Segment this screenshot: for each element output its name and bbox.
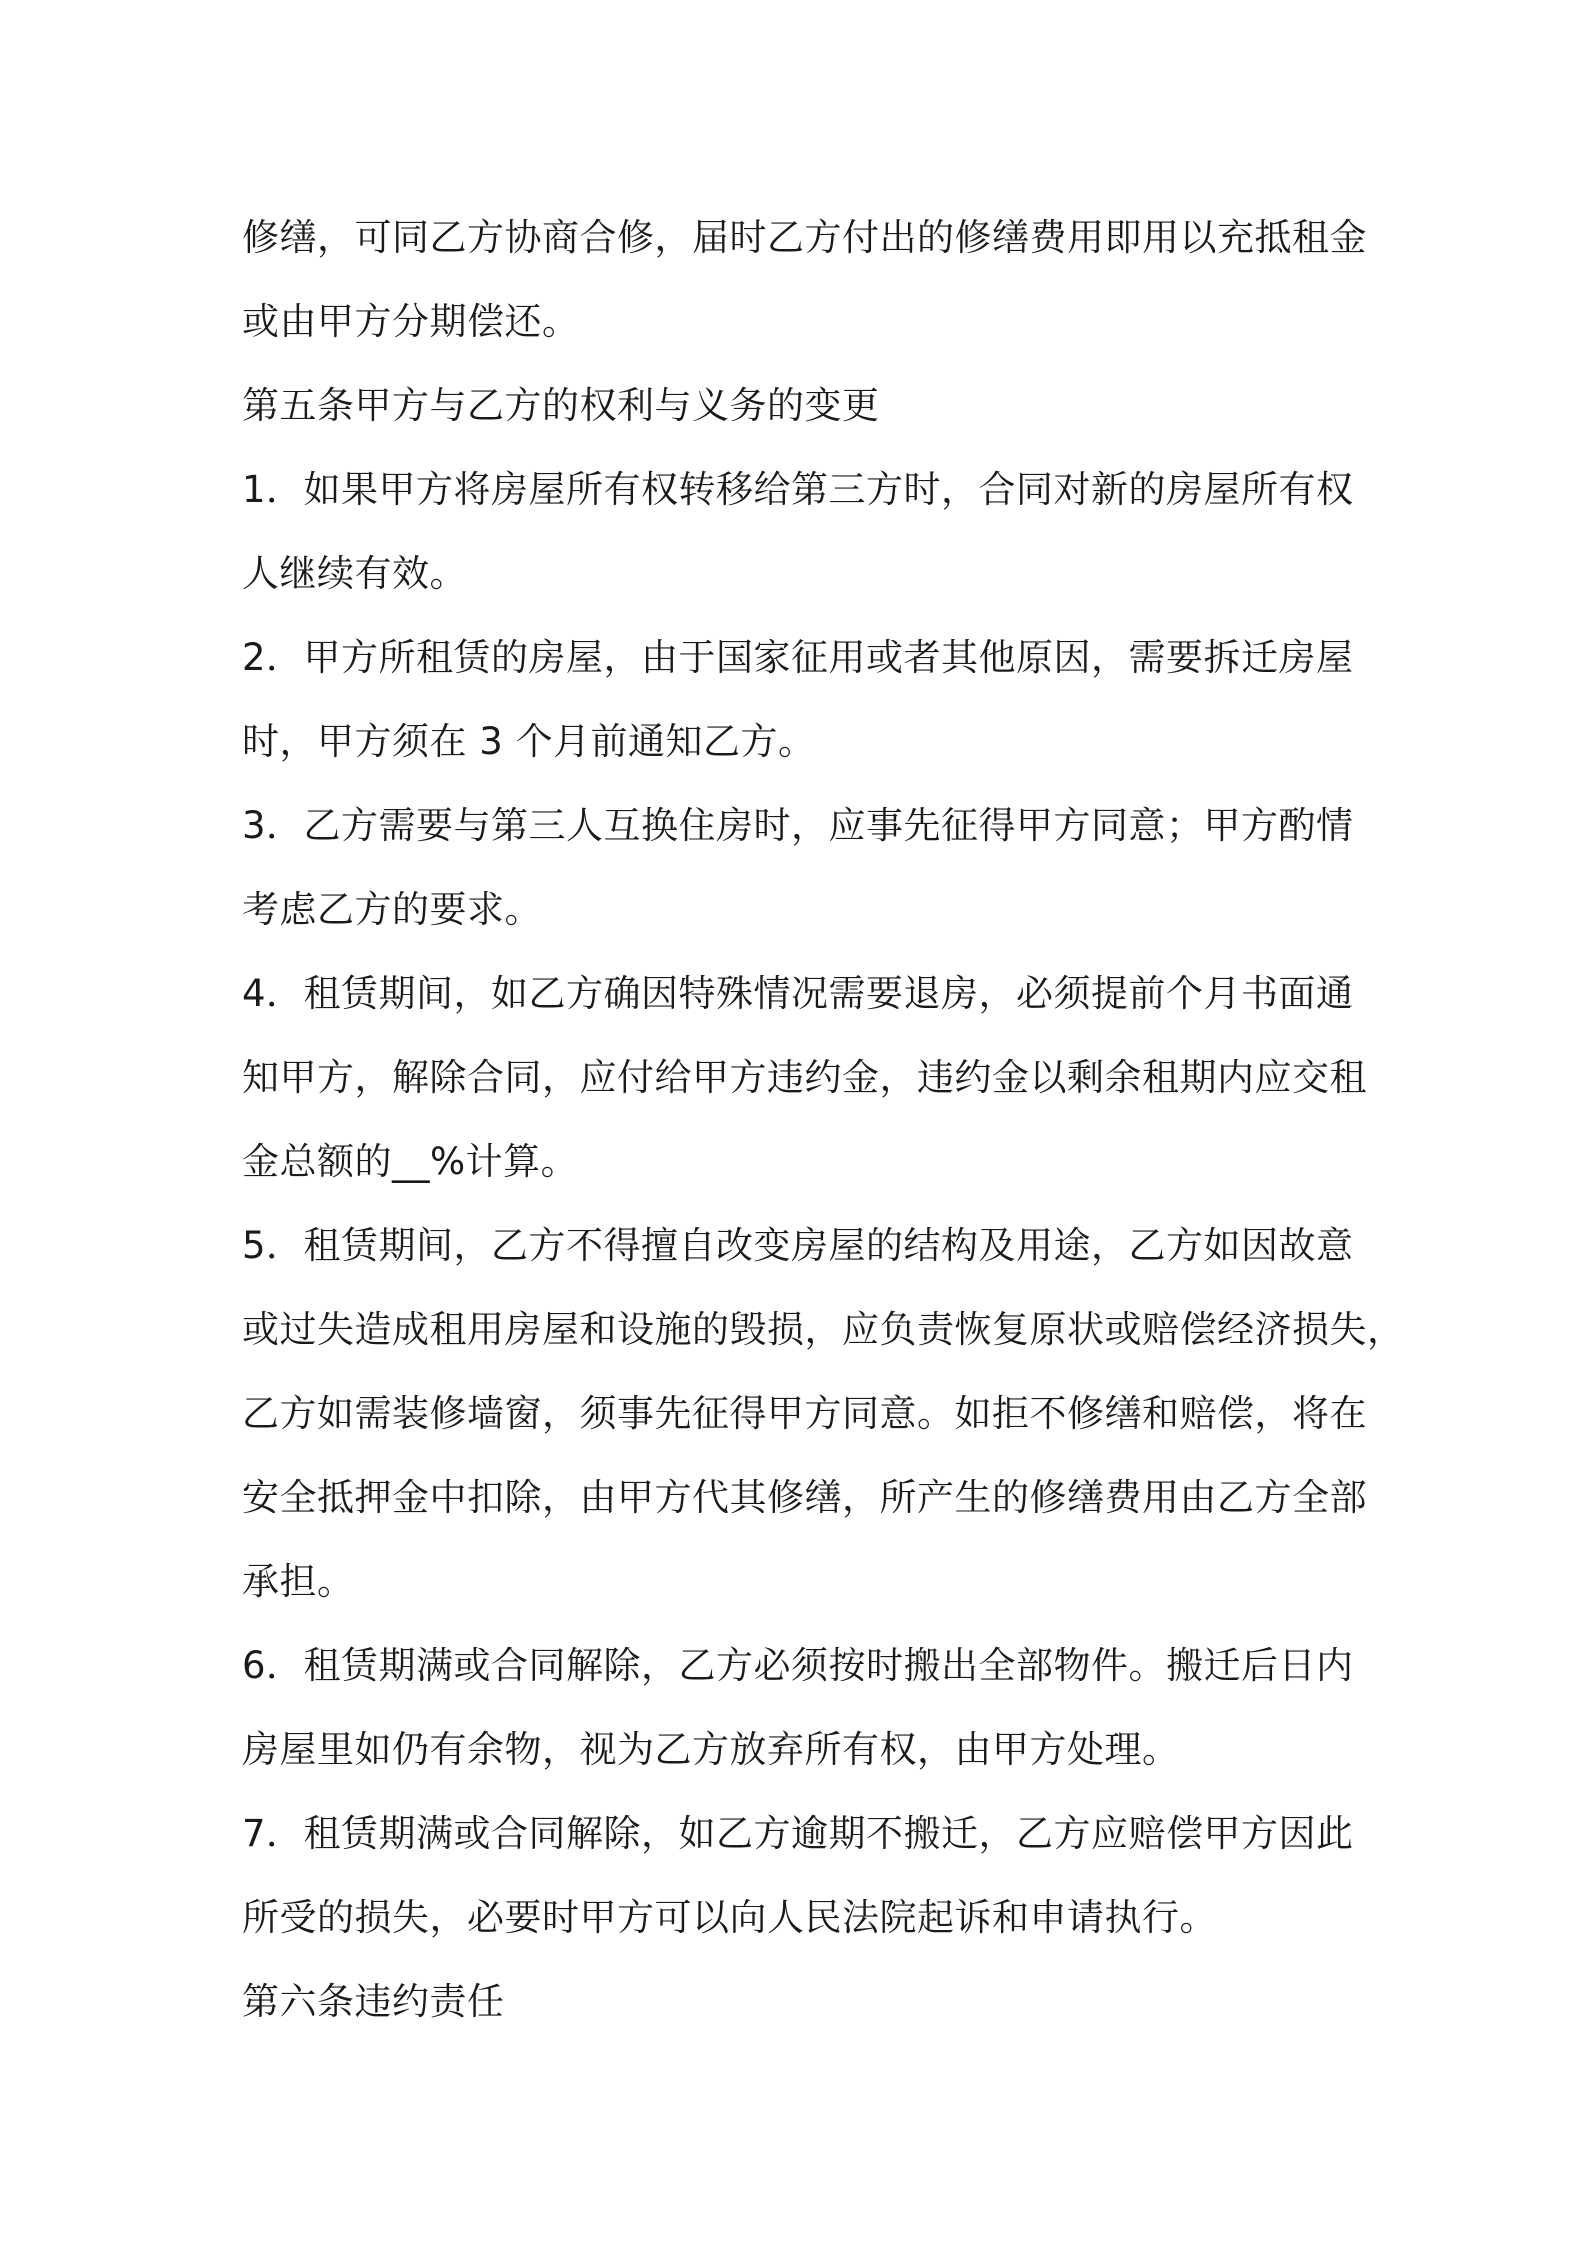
text-line: 人继续有效。 — [242, 552, 467, 595]
text-line: 时，甲方须在 3 个月前通知乙方。 — [242, 720, 816, 763]
text-line: 5．租赁期间，乙方不得擅自改变房屋的结构及用途，乙方如因故意 — [242, 1224, 1354, 1267]
text-line: 考虑乙方的要求。 — [242, 888, 542, 931]
text-line: 修缮，可同乙方协商合修，届时乙方付出的修缮费用即用以充抵租金 — [242, 216, 1367, 259]
text-line: 1．如果甲方将房屋所有权转移给第三方时，合同对新的房屋所有权 — [242, 468, 1354, 511]
text-line: 7．租赁期满或合同解除，如乙方逾期不搬迁，乙方应赔偿甲方因此 — [242, 1812, 1354, 1855]
text-line: 2．甲方所租赁的房屋，由于国家征用或者其他原因，需要拆迁房屋 — [242, 636, 1354, 679]
text-line: 6．租赁期满或合同解除，乙方必须按时搬出全部物件。搬迁后日内 — [242, 1644, 1354, 1687]
text-line: 房屋里如仍有余物，视为乙方放弃所有权，由甲方处理。 — [242, 1728, 1180, 1771]
text-line: 安全抵押金中扣除，由甲方代其修缮，所产生的修缮费用由乙方全部 — [242, 1476, 1367, 1519]
text-line: 4．租赁期间，如乙方确因特殊情况需要退房，必须提前个月书面通 — [242, 972, 1354, 1015]
section-heading: 第五条甲方与乙方的权利与义务的变更 — [242, 384, 880, 427]
text-line: 所受的损失，必要时甲方可以向人民法院起诉和申请执行。 — [242, 1896, 1217, 1939]
text-line: 乙方如需装修墙窗，须事先征得甲方同意。如拒不修缮和赔偿，将在 — [242, 1392, 1367, 1435]
text-line: 承担。 — [242, 1560, 355, 1603]
section-heading: 第六条违约责任 — [242, 1980, 505, 2023]
text-line: 知甲方，解除合同，应付给甲方违约金，违约金以剩余租期内应交租 — [242, 1056, 1367, 1099]
text-line: 3．乙方需要与第三人互换住房时，应事先征得甲方同意；甲方酌情 — [242, 804, 1354, 847]
text-line: 金总额的__%计算。 — [242, 1140, 579, 1183]
text-line: 或由甲方分期偿还。 — [242, 300, 580, 343]
document-body — [242, 196, 1405, 2044]
text-line: 或过失造成租用房屋和设施的毁损，应负责恢复原状或赔偿经济损失， — [242, 1308, 1405, 1351]
